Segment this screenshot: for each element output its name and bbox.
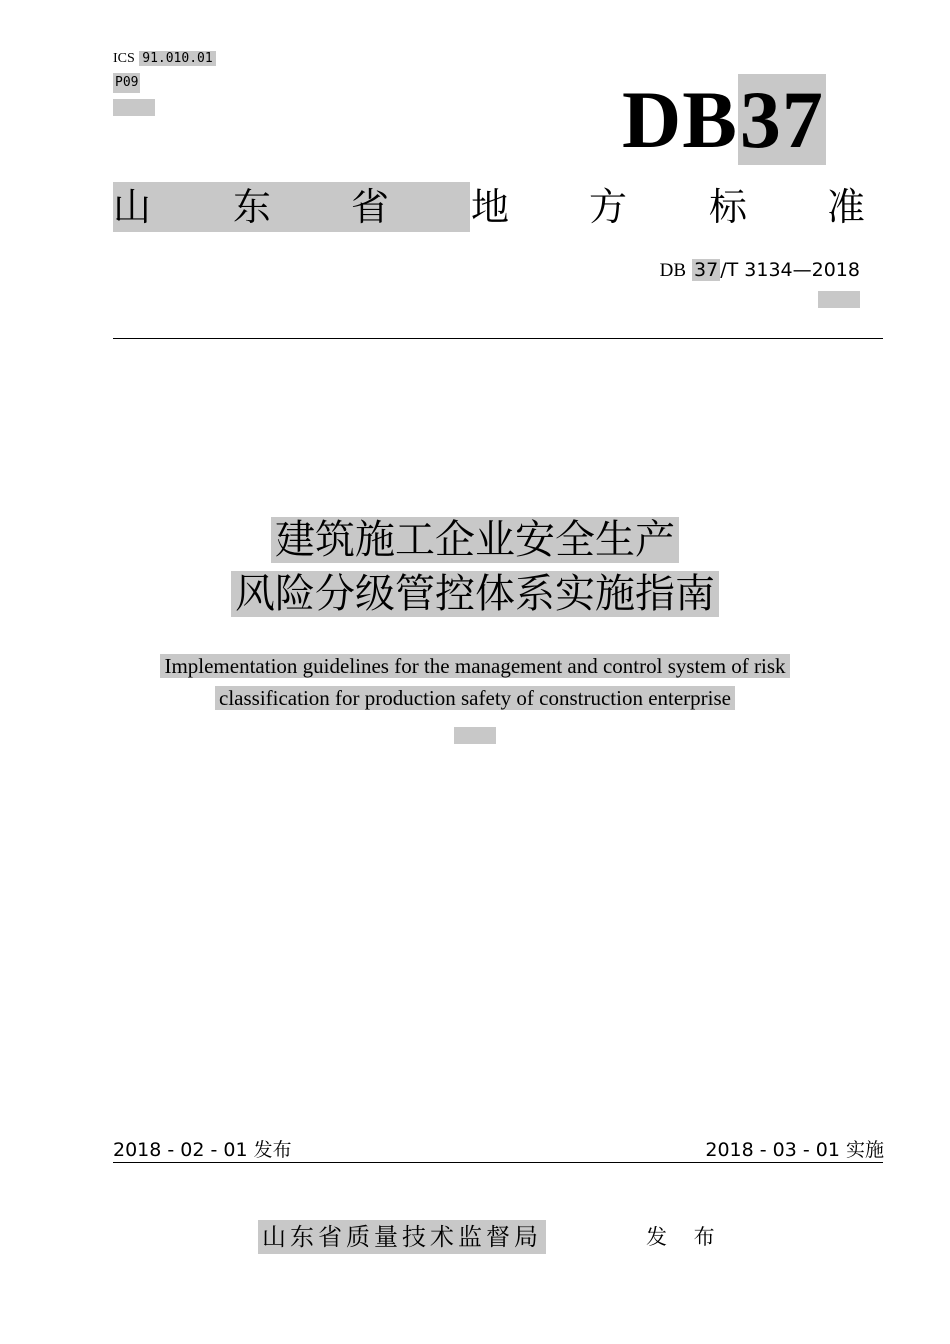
footer-divider: [113, 1162, 883, 1163]
placeholder-box: [818, 291, 860, 308]
db-logo-number: 37: [739, 74, 824, 165]
standard-number-prefix: DB: [659, 260, 686, 281]
title-cn-line1-text: 建筑施工企业安全生产: [271, 517, 679, 563]
ics-label: ICS: [113, 51, 135, 66]
ics-code: 91.010.01: [139, 51, 215, 66]
standard-type-char: 准: [827, 185, 866, 229]
title-en-line1: [0, 651, 950, 681]
title-cn-line2: [0, 568, 950, 620]
standard-number-region: 37: [694, 259, 719, 281]
standard-type-char: 地: [471, 185, 510, 229]
standard-type-char: 方: [589, 185, 628, 229]
standard-type-char: 标: [709, 185, 748, 229]
db-logo: [622, 76, 826, 164]
release-date: 2018 - 02 - 01 发布: [113, 1139, 292, 1161]
placeholder-box: [454, 727, 496, 744]
title-en-line1-text: Implementation guidelines for the management and control system of risk: [160, 654, 789, 678]
title-en-line2: [0, 683, 950, 713]
publish-label: 发 布: [646, 1225, 725, 1249]
standard-type-char: 东: [233, 185, 272, 229]
db-logo-prefix: DB: [622, 74, 738, 165]
standard-type-char: 山: [113, 185, 152, 229]
standard-number: [660, 257, 860, 284]
title-cn-line2-text: 风险分级管控体系实施指南: [231, 571, 719, 617]
standard-number-suffix: /T 3134—2018: [720, 259, 860, 281]
header-divider: [113, 338, 883, 339]
placeholder-box: [113, 99, 155, 116]
standard-type-highlight: [113, 182, 470, 232]
title-cn-line1: [0, 514, 950, 566]
effective-date: 2018 - 03 - 01 实施: [705, 1139, 884, 1161]
issuing-authority: 山东省质量技术监督局: [258, 1220, 546, 1254]
category-code: P09: [113, 73, 140, 93]
standard-type-char: 省: [351, 185, 390, 229]
standard-type-heading: [113, 182, 865, 232]
title-en-line2-text: classification for production safety of construction enterprise: [215, 686, 735, 710]
ics-classification: [113, 48, 216, 69]
